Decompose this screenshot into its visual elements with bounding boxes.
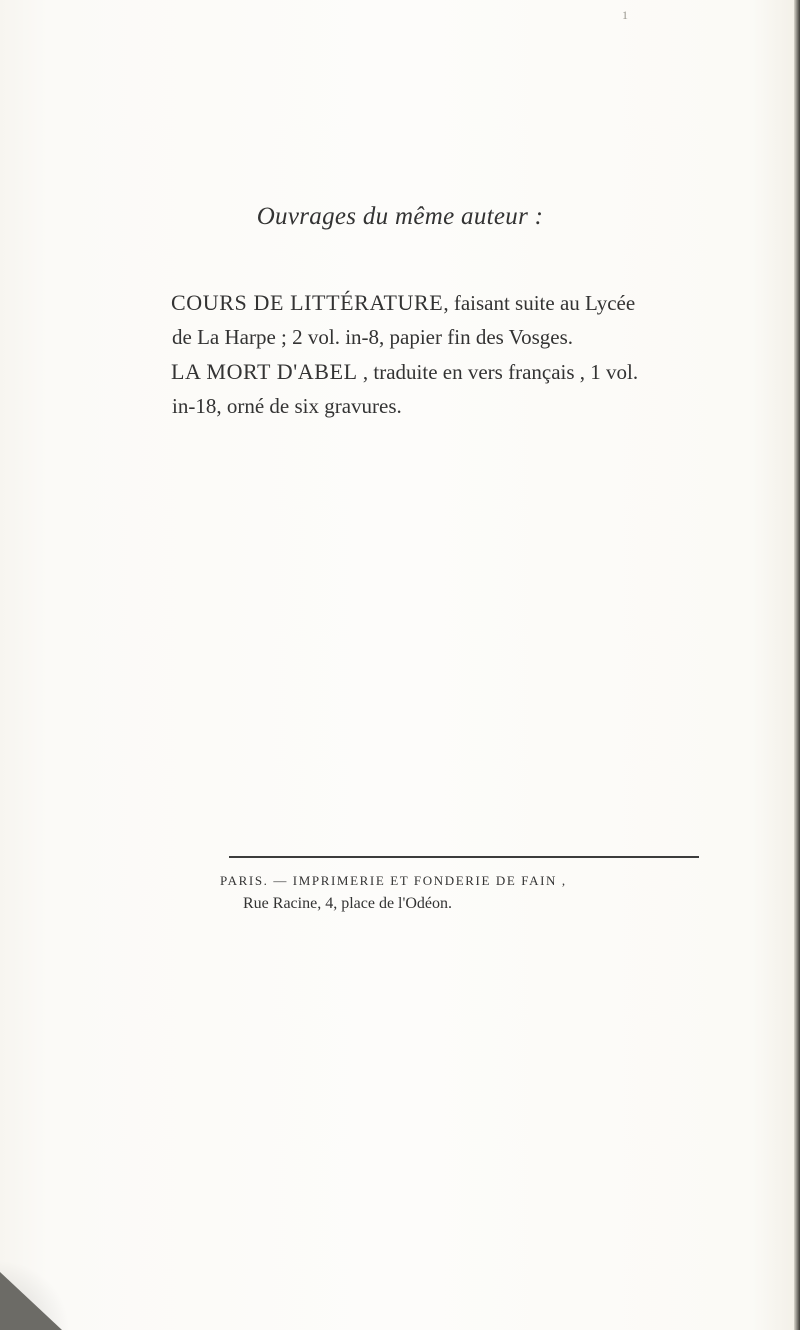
printer-address-line: Rue Racine, 4, place de l'Odéon.: [243, 895, 453, 912]
entry-description: , faisant suite au Lycée: [443, 291, 636, 315]
entry-first-line: [171, 355, 762, 389]
entry-title: COURS DE LITTÉRATURE: [171, 290, 444, 315]
section-heading: Ouvrages du même auteur :: [256, 203, 544, 230]
entry-description: , traduite en vers français , 1 vol.: [357, 360, 639, 384]
entry-continuation: de La Harpe ; 2 vol. in-8, papier fin des Vosges.: [172, 325, 574, 349]
folded-corner: [0, 1272, 62, 1330]
bibliography-entry: [172, 286, 762, 354]
entry-continuation: in-18, orné de six gravures.: [172, 394, 402, 418]
page-number: 1: [622, 8, 628, 22]
entry-first-line: [171, 286, 762, 320]
printer-imprint-line: PARIS. — IMPRIMERIE ET FONDERIE DE FAIN ,: [220, 873, 567, 888]
page-edge-shadow: [794, 0, 800, 1330]
entry-title: LA MORT D'ABEL: [171, 359, 358, 384]
bibliography-entry: [172, 355, 762, 423]
horizontal-rule: [229, 856, 699, 858]
